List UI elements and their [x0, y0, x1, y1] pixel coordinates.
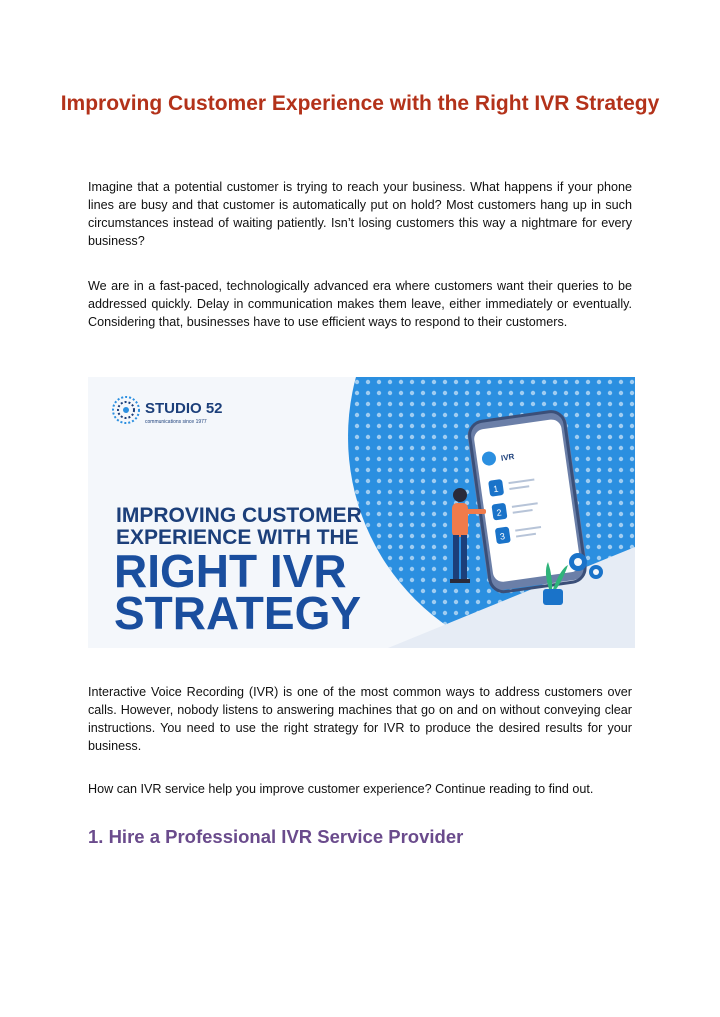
ivr-paragraph: Interactive Voice Recording (IVR) is one of the most common ways to address customers over calls. However, nobody listens to answering machines that go on and on without conveying clear instructions. You need to use the right strategy for IVR to produce the desired results for your business. — [88, 685, 632, 753]
question-paragraph: How can IVR service help you improve customer experience? Continue reading to find out. — [88, 782, 594, 796]
hero-line-1: IMPROVING CUSTOMER — [116, 504, 362, 527]
ivr-option-1: 1 — [492, 483, 499, 495]
logo-name: STUDIO 52 — [145, 400, 223, 417]
logo-tagline: communications since 1977 — [145, 419, 207, 425]
hero-line-4: STRATEGY — [114, 587, 362, 639]
hero-line-3: RIGHT IVR — [114, 545, 347, 597]
intro-paragraph: Imagine that a potential customer is trying to reach your business. What happens if your phone lines are busy and that customer is automatically put on hold? Most customers hang up in such circumstances instead of waiting patiently. Isn’t losing customers this way a nightmare for every business? — [88, 180, 632, 248]
hero-line-2: EXPERIENCE WITH THE — [116, 526, 359, 549]
ivr-option-2: 2 — [495, 507, 503, 518]
page-title: Improving Customer Experience with the Right IVR Strategy — [60, 92, 660, 115]
section-heading: 1. Hire a Professional IVR Service Provider — [88, 826, 464, 847]
era-paragraph: We are in a fast-paced, technologically advanced era where customers want their queries to be addressed quickly. Delay in communication makes them leave, either immediately or eventually. Considering that, businesses have to use efficient ways to respond to their customers. — [88, 279, 632, 329]
phone-ivr-label: IVR — [500, 452, 515, 463]
ivr-option-3: 3 — [499, 531, 506, 542]
hero-image — [88, 377, 635, 648]
